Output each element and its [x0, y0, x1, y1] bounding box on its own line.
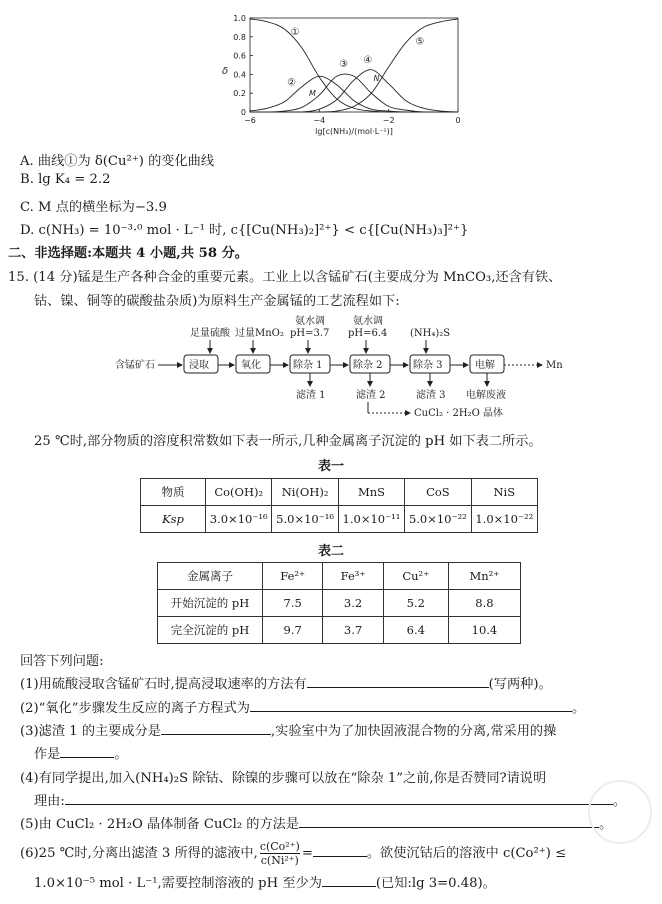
precipitation-ph-table	[157, 562, 521, 644]
question-6: (6)25 ℃时,分离出滤渣 3 所得的滤液中, $\frac{\text{c(Co²⁺)}}{\text{c(Ni²⁺)}}$ = 。欲使沉钴后的溶液中 c(Co²⁺) ≤	[20, 840, 567, 867]
point-label-N: N	[373, 73, 380, 83]
question-3-cont: 作是 。	[34, 747, 128, 762]
option-c: C. M 点的横坐标为−3.9	[20, 200, 167, 215]
question-3-text: (3)滤渣 1 的主要成分是	[20, 724, 161, 739]
question-1	[20, 673, 552, 692]
question-4: (4)有同学提出,加入(NH₄)₂S 除钴、除镍的步骤可以放在“除杂 1”之前,你是否赞同?请说明	[20, 771, 547, 786]
option-b: B. lg K₄ = 2.2	[20, 172, 111, 187]
output-residue-3: 滤渣 3	[416, 390, 446, 401]
y-tick-label: 0.4	[233, 70, 246, 80]
table-cell: 8.8	[448, 590, 520, 617]
table-cell: 5.0×10⁻²²	[405, 506, 471, 533]
table-cell: 3.2	[323, 590, 383, 617]
output-cucl2-crystal: CuCl₂ · 2H₂O 晶体	[414, 408, 503, 419]
table1-caption: 表一	[318, 459, 345, 474]
reagent-ammonia-1: 氨水调	[295, 316, 325, 327]
reagent-ph-1: pH=3.7	[290, 328, 330, 339]
curve-5	[250, 19, 458, 112]
table-cell: Co(OH)₂	[206, 479, 272, 506]
answer-blank[interactable]	[313, 844, 367, 857]
y-tick-label: 0.8	[233, 32, 246, 42]
table-cell: Fe²⁺	[263, 563, 323, 590]
table-row	[141, 506, 538, 533]
plot-frame	[250, 18, 458, 112]
watermark-logo	[588, 780, 652, 844]
answer-blank[interactable]	[299, 815, 599, 828]
output-residue-1: 滤渣 1	[296, 390, 326, 401]
y-tick-label: 0.6	[233, 51, 246, 61]
table-cell: 7.5	[263, 590, 323, 617]
answer-blank[interactable]	[65, 792, 613, 805]
flow-start-ore: 含锰矿石	[115, 360, 155, 371]
curve-label-3: ③	[339, 58, 349, 70]
y-axis-label: δ	[222, 66, 229, 77]
reagent-ammonium-sulfide: (NH₄)₂S	[410, 328, 451, 339]
x-tick-label: −2	[382, 116, 395, 125]
step-purify-3: 除杂 3	[413, 360, 443, 371]
distribution-chart	[210, 10, 470, 140]
table-cell: NiS	[471, 479, 537, 506]
answer-blank[interactable]	[307, 675, 489, 688]
table-cell: 10.4	[448, 617, 520, 644]
table2-caption: 表二	[318, 544, 345, 559]
process-flow-diagram	[110, 310, 580, 422]
step-purify-1: 除杂 1	[293, 360, 323, 371]
question-5: (5)由 CuCl₂ · 2H₂O 晶体制备 CuCl₂ 的方法是 。	[20, 817, 613, 832]
answer-blank[interactable]	[322, 874, 376, 887]
table-cell: 5.0×10⁻¹⁶	[272, 506, 338, 533]
table-cell: Ni(OH)₂	[272, 479, 338, 506]
table-cell: 3.0×10⁻¹⁶	[206, 506, 272, 533]
option-d: D. c(NH₃) = 10⁻³·⁰ mol · L⁻¹ 时, c{[Cu(NH₃)₂]²⁺} < c{[Cu(NH₃)₃]²⁺}	[20, 223, 469, 238]
question-1-text: (1)用硫酸浸取含锰矿石时,提高浸取速率的方法有	[20, 677, 307, 692]
table-cell: 开始沉淀的 pH	[158, 590, 263, 617]
table-cell: 金属离子	[158, 563, 263, 590]
ksp-table	[140, 478, 538, 533]
table-row	[158, 617, 521, 644]
table-cell: 3.7	[323, 617, 383, 644]
section-heading: 二、非选择题:本题共 4 小题,共 58 分。	[8, 246, 248, 261]
curve-1	[250, 19, 458, 112]
chart-curves	[250, 19, 458, 112]
question-6-cont: 1.0×10⁻⁵ mol · L⁻¹,需要控制溶液的 pH 至少为 (已知:lg 3=0.48)。	[34, 876, 496, 891]
fraction: $\frac{\text{c(Co²⁺)}}{\text{c(Ni²⁺)}}$	[259, 840, 300, 867]
q15-line2: 钴、镍、铜等的碳酸盐杂质)为原料生产金属锰的工艺流程如下:	[34, 294, 400, 309]
chart-labels	[287, 27, 424, 98]
point-label-M: M	[308, 89, 316, 99]
answer-intro: 回答下列问题:	[20, 654, 104, 669]
question-1-suffix: (写两种)。	[488, 677, 552, 692]
step-leaching: 浸取	[189, 360, 209, 371]
table-cell: MnS	[338, 479, 404, 506]
y-tick-label: 0	[240, 108, 246, 117]
x-axis-label: lg[c(NH₃)/(mol·L⁻¹)]	[315, 127, 393, 136]
table-cell: 1.0×10⁻²²	[471, 506, 537, 533]
q15-line1: 15. (14 分)锰是生产各种合金的重要元素。工业上以含锰矿石(主要成分为 MnCO₃,还含有铁、	[8, 270, 562, 285]
curve-label-4: ④	[363, 55, 373, 67]
reagent-ph-2: pH=6.4	[348, 328, 388, 339]
table-cell: 完全沉淀的 pH	[158, 617, 263, 644]
table-row	[158, 590, 521, 617]
answer-blank[interactable]	[60, 745, 114, 758]
x-tick-label: −6	[244, 116, 256, 125]
flow-end-mn: Mn	[546, 360, 563, 371]
question-4-cont: 理由: 。	[34, 794, 627, 809]
reagent-mno2: 过量MnO₂	[235, 328, 284, 339]
reagent-sulfuric-acid: 足量硫酸	[190, 328, 230, 339]
question-2: (2)“氧化”步骤发生反应的离子方程式为 。	[20, 701, 586, 716]
output-residue-2: 滤渣 2	[356, 390, 386, 401]
table-cell: 6.4	[383, 617, 448, 644]
y-tick-label: 0.2	[233, 89, 246, 99]
table-cell: 5.2	[383, 590, 448, 617]
curve-label-5: ⑤	[415, 36, 425, 48]
y-tick-label: 1.0	[233, 14, 246, 23]
option-a: A. 曲线①为 δ(Cu²⁺) 的变化曲线	[20, 154, 215, 169]
answer-blank[interactable]	[161, 722, 271, 735]
table-cell: Fe³⁺	[323, 563, 383, 590]
x-tick-label: −4	[313, 116, 326, 125]
x-tick-label: 0	[455, 116, 461, 125]
question-5-text: (5)由 CuCl₂ · 2H₂O 晶体制备 CuCl₂ 的方法是	[20, 817, 300, 832]
table-cell: Cu²⁺	[383, 563, 448, 590]
step-oxidation: 氧化	[241, 360, 261, 371]
table-cell: 物质	[141, 479, 206, 506]
intro-25c: 25 ℃时,部分物质的溶度积常数如下表一所示,几种金属离子沉淀的 pH 如下表二所示。	[34, 434, 542, 449]
table-row	[158, 563, 521, 590]
table-cell: CoS	[405, 479, 471, 506]
step-purify-2: 除杂 2	[353, 360, 383, 371]
chart-axes	[222, 14, 461, 136]
curve-label-1: ①	[290, 26, 300, 38]
reagent-ammonia-2: 氨水调	[353, 316, 383, 327]
table-row	[141, 479, 538, 506]
table-cell: Mn²⁺	[448, 563, 520, 590]
question-3: (3)滤渣 1 的主要成分是 ,实验室中为了加快固液混合物的分离,常采用的操	[20, 724, 557, 739]
answer-blank[interactable]	[250, 699, 572, 712]
table-cell: Ksp	[141, 506, 206, 533]
table-cell: 1.0×10⁻¹¹	[338, 506, 404, 533]
step-electrolysis: 电解	[475, 360, 495, 371]
question-2-text: (2)“氧化”步骤发生反应的离子方程式为	[20, 701, 250, 716]
output-waste-liquid: 电解废液	[466, 390, 506, 401]
table-cell: 9.7	[263, 617, 323, 644]
curve-label-2: ②	[287, 77, 297, 89]
